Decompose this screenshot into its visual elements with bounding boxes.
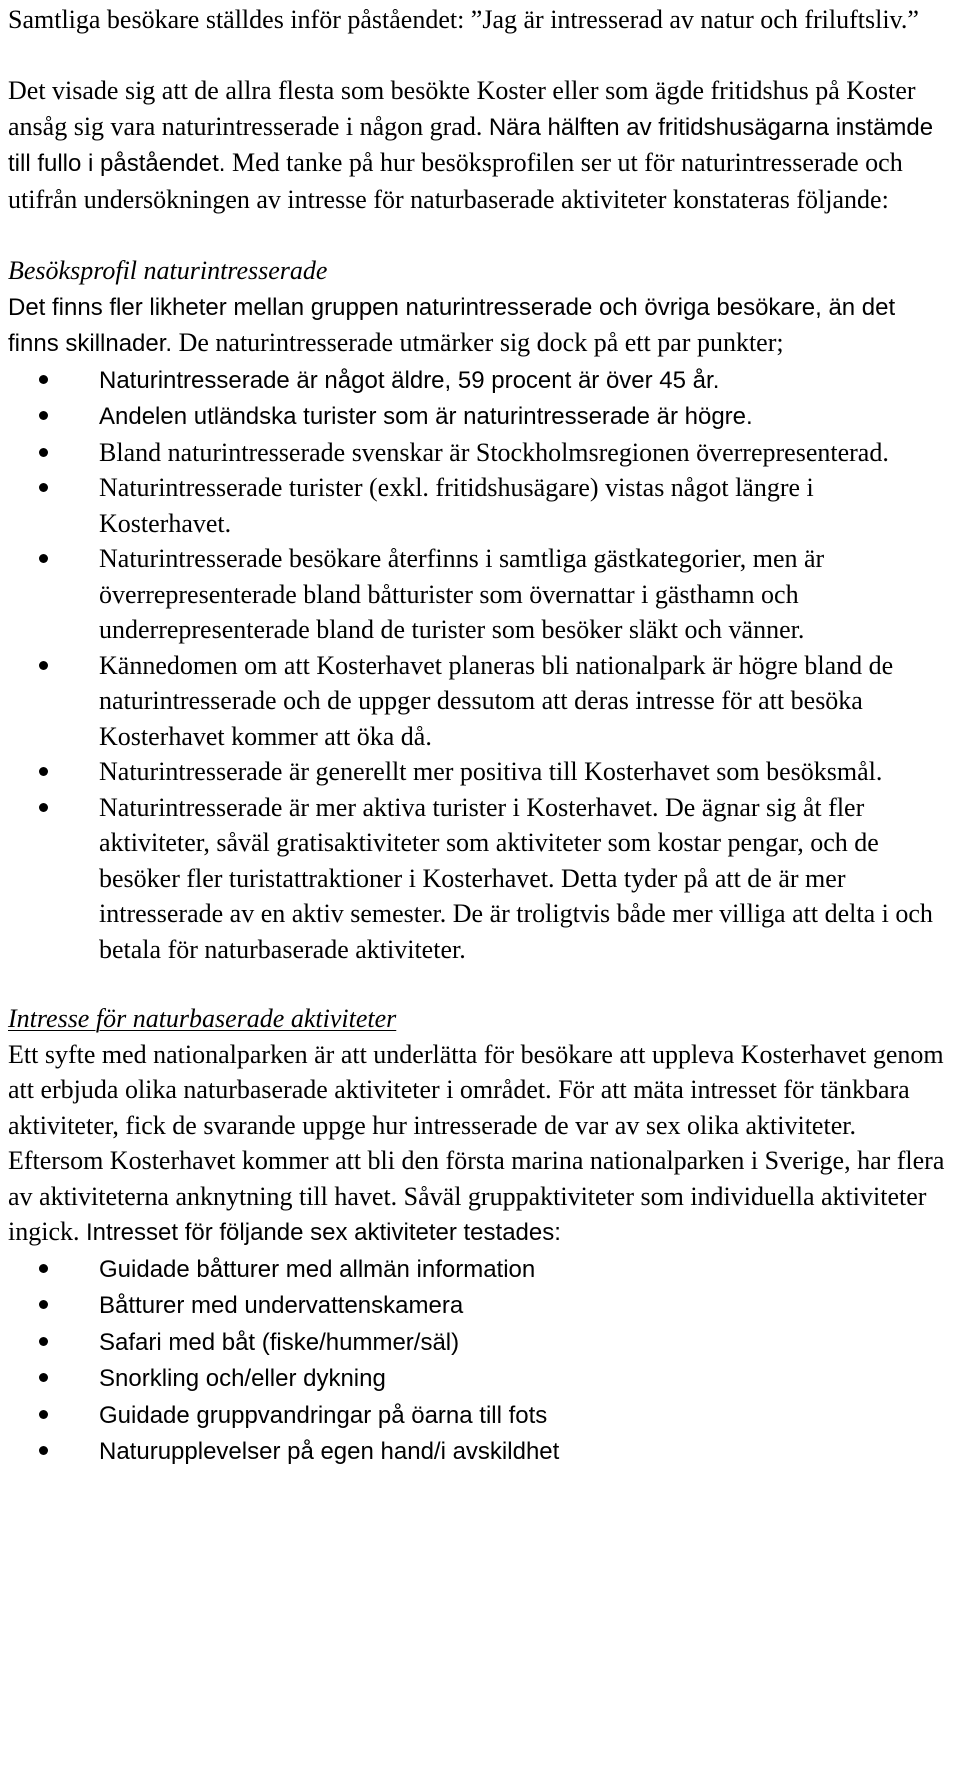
result-text-sans: Nära hälften av fritidshusägarna instämde till fullo i påståendet. xyxy=(8,113,934,177)
profile-intro-serif: De naturintresserade utmärker sig dock på ett par punkter; xyxy=(178,328,784,357)
list-item xyxy=(8,435,948,471)
list-item xyxy=(8,1324,948,1361)
list-item-text: Naturintresserade turister (exkl. fritidshusägare) vistas något längre i Kosterhavet. xyxy=(99,473,814,538)
list-item xyxy=(8,1433,948,1470)
result-text: Det visade sig att de allra flesta som besökte Koster eller som ägde fritidshus på Koster ansåg sig vara naturintresserade i någon grad. xyxy=(8,76,916,141)
document-page xyxy=(8,2,948,1470)
activities-text-sans: Intresset för följande sex aktiviteter testades: xyxy=(86,1219,561,1246)
list-item-text: Naturintresserade besökare återfinns i samtliga gästkategorier, men är överrepresenterade bland båtturister som övernattar i gästhamn och underrepresenterade bland de turister som besöker släkt och vänner. xyxy=(99,544,825,644)
list-item xyxy=(8,1360,948,1397)
list-item-text: Guidade gruppvandringar på öarna till fots xyxy=(99,1401,548,1429)
list-item-text: Naturupplevelser på egen hand/i avskildhet xyxy=(99,1438,560,1465)
list-item-text: Snorkling och/eller dykning xyxy=(99,1365,386,1392)
list-item xyxy=(8,362,948,399)
list-item-text: Kännedomen om att Kosterhavet planeras bli nationalpark är högre bland de naturintresserade och de uppger dessutom att deras intresse för att besöka Kosterhavet kommer att öka då. xyxy=(99,650,894,751)
activities-list xyxy=(8,1251,948,1470)
activities-heading: Intresse för naturbaserade aktiviteter xyxy=(8,1004,397,1033)
list-item-text: Safari med båt (fiske/hummer/säl) xyxy=(99,1328,460,1356)
list-item-text: Båtturer med undervattenskamera xyxy=(99,1292,464,1319)
list-item xyxy=(8,1287,948,1324)
list-item-text: Andelen utländska turister som är naturintresserade är högre. xyxy=(99,403,753,430)
spacer xyxy=(8,217,948,253)
list-item xyxy=(8,790,948,968)
profile-points-list xyxy=(8,362,948,968)
list-item-text: Naturintresserade är något äldre, 59 procent är över 45 år. xyxy=(99,366,720,394)
activities-paragraph xyxy=(8,1037,948,1251)
list-item-text: Bland naturintresserade svenskar är Stockholmsregionen överrepresenterad. xyxy=(99,437,889,467)
list-item xyxy=(8,541,948,648)
activities-text: Ett syfte med nationalparken är att underlätta för besökare att uppleva Kosterhavet genom att erbjuda olika naturbaserade aktiviteter i området. För att mäta intresset för tänkbara aktiviteter, fick de svarande uppge hur intresserade de var av sex olika aktiviteter. Eftersom Kosterhavet kommer att bli den första marina nationalparken i Sverige, har flera av aktiviteterna anknytning till havet. Såväl gruppaktiviteter som individuella aktiviteter ingick. xyxy=(8,1039,945,1246)
profile-heading: Besöksprofil naturintresserade xyxy=(8,256,328,285)
list-item-text: Naturintresserade är mer aktiva turister i Kosterhavet. De ägnar sig åt fler aktiviteter, såväl gratisaktiviteter som aktiviteter som kostar pengar, och de besöker fler turistattraktioner i Kosterhavet. Detta tyder på att de är mer intresserade av en aktiv semester. De är troligtvis både mer villiga att delta i och betala för naturbaserade aktiviteter. xyxy=(99,792,933,964)
profile-intro xyxy=(8,289,948,362)
list-item xyxy=(8,1251,948,1288)
list-item xyxy=(8,470,948,541)
list-item xyxy=(8,1397,948,1434)
list-item-text: Naturintresserade är generellt mer positiva till Kosterhavet som besöksmål. xyxy=(99,757,883,786)
spacer xyxy=(8,38,948,74)
spacer xyxy=(8,967,948,1001)
intro-statement: Samtliga besökare ställdes inför påståendet: ”Jag är intresserad av natur och friluftsliv.” xyxy=(8,5,919,34)
list-item xyxy=(8,754,948,790)
list-item xyxy=(8,398,948,435)
result-text-end: Med tanke på hur besöksprofilen ser ut för naturintresserade och utifrån undersökningen av intresse för naturbaserade aktiviteter konstateras följande: xyxy=(8,148,903,214)
profile-intro-sans: Det finns fler likheter mellan gruppen naturintresserade och övriga besökare, än det finns skillnader. xyxy=(8,293,896,357)
list-item-text: Guidade båtturer med allmän information xyxy=(99,1255,536,1283)
result-paragraph xyxy=(8,73,948,217)
list-item xyxy=(8,648,948,755)
